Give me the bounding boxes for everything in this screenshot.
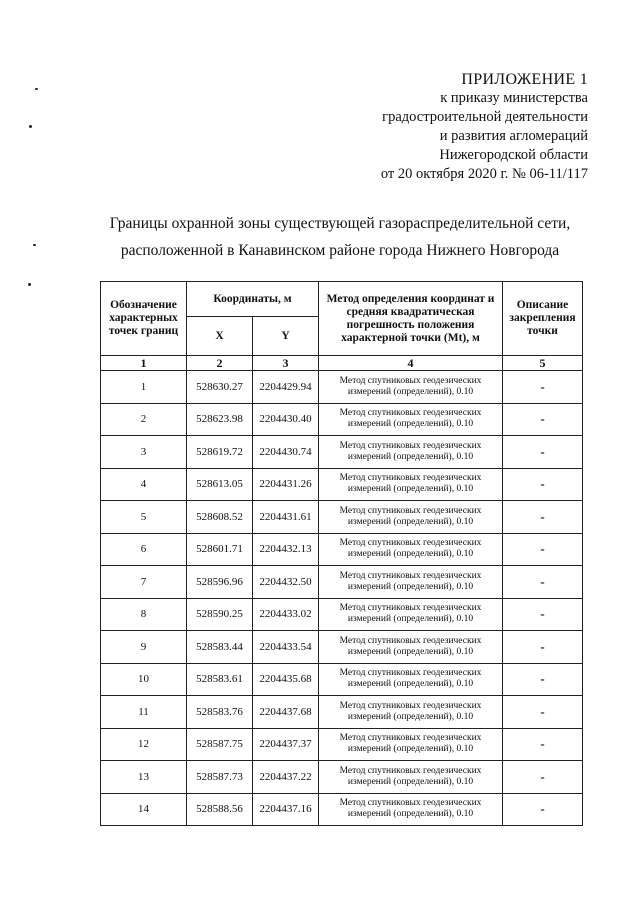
description-cell: - — [503, 403, 583, 436]
method-cell: Метод спутниковых геодезических измерений (определений), 0.10 — [319, 663, 503, 696]
table-body — [101, 371, 583, 826]
y-coordinate-cell: 2204430.40 — [253, 403, 319, 436]
point-number-cell: 8 — [101, 598, 187, 631]
description-cell: - — [503, 371, 583, 404]
appendix-line: градостроительной деятельности — [382, 109, 588, 125]
x-coordinate-cell: 528583.61 — [187, 663, 253, 696]
table-row — [101, 371, 583, 404]
scan-speck — [29, 125, 32, 128]
x-coordinate-cell: 528613.05 — [187, 468, 253, 501]
method-cell: Метод спутниковых геодезических измерений (определений), 0.10 — [319, 501, 503, 534]
y-coordinate-cell: 2204431.26 — [253, 468, 319, 501]
table-row — [101, 663, 583, 696]
method-cell: Метод спутниковых геодезических измерений (определений), 0.10 — [319, 761, 503, 794]
table-row — [101, 728, 583, 761]
y-coordinate-cell: 2204437.68 — [253, 696, 319, 729]
point-number-cell: 2 — [101, 403, 187, 436]
description-cell: - — [503, 663, 583, 696]
x-coordinate-cell: 528608.52 — [187, 501, 253, 534]
column-number: 1 — [101, 356, 187, 371]
point-number-cell: 14 — [101, 793, 187, 826]
y-coordinate-cell: 2204437.16 — [253, 793, 319, 826]
scan-speck — [33, 244, 36, 246]
x-coordinate-cell: 528590.25 — [187, 598, 253, 631]
column-number: 2 — [187, 356, 253, 371]
table-row — [101, 501, 583, 534]
x-coordinate-cell: 528619.72 — [187, 436, 253, 469]
description-cell: - — [503, 761, 583, 794]
y-coordinate-cell: 2204429.94 — [253, 371, 319, 404]
x-coordinate-cell: 528630.27 — [187, 371, 253, 404]
table-row — [101, 566, 583, 599]
description-cell: - — [503, 696, 583, 729]
table-row — [101, 696, 583, 729]
description-cell: - — [503, 566, 583, 599]
header-method: Метод определения координат и средняя квадратическая погрешность положения характерной точки (Mt), м — [319, 282, 503, 356]
table-row — [101, 761, 583, 794]
point-number-cell: 13 — [101, 761, 187, 794]
description-cell: - — [503, 533, 583, 566]
point-number-cell: 3 — [101, 436, 187, 469]
y-coordinate-cell: 2204433.54 — [253, 631, 319, 664]
method-cell: Метод спутниковых геодезических измерений (определений), 0.10 — [319, 403, 503, 436]
column-number: 5 — [503, 356, 583, 371]
method-cell: Метод спутниковых геодезических измерений (определений), 0.10 — [319, 696, 503, 729]
y-coordinate-cell: 2204433.02 — [253, 598, 319, 631]
method-cell: Метод спутниковых геодезических измерений (определений), 0.10 — [319, 631, 503, 664]
y-coordinate-cell: 2204430.74 — [253, 436, 319, 469]
appendix-block — [268, 70, 588, 184]
point-number-cell: 6 — [101, 533, 187, 566]
point-number-cell: 12 — [101, 728, 187, 761]
point-number-cell: 7 — [101, 566, 187, 599]
column-number: 4 — [319, 356, 503, 371]
point-number-cell: 4 — [101, 468, 187, 501]
x-coordinate-cell: 528596.96 — [187, 566, 253, 599]
point-number-cell: 5 — [101, 501, 187, 534]
table-row — [101, 468, 583, 501]
title-line: расположенной в Канавинском районе города Нижнего Новгорода — [120, 242, 560, 259]
y-coordinate-cell: 2204437.22 — [253, 761, 319, 794]
description-cell: - — [503, 436, 583, 469]
x-coordinate-cell: 528588.56 — [187, 793, 253, 826]
table-row — [101, 403, 583, 436]
x-coordinate-cell: 528587.75 — [187, 728, 253, 761]
description-cell: - — [503, 793, 583, 826]
table-row — [101, 793, 583, 826]
description-cell: - — [503, 631, 583, 664]
description-cell: - — [503, 468, 583, 501]
appendix-line: и развития агломераций — [439, 128, 588, 144]
header-description: Описание закрепления точки — [503, 282, 583, 356]
method-cell: Метод спутниковых геодезических измерений (определений), 0.10 — [319, 598, 503, 631]
method-cell: Метод спутниковых геодезических измерений (определений), 0.10 — [319, 728, 503, 761]
x-coordinate-cell: 528583.44 — [187, 631, 253, 664]
document-title — [40, 210, 640, 264]
header-coordinates: Координаты, м — [187, 282, 319, 317]
scan-speck — [35, 88, 38, 90]
y-coordinate-cell: 2204432.13 — [253, 533, 319, 566]
y-coordinate-cell: 2204437.37 — [253, 728, 319, 761]
table-row — [101, 598, 583, 631]
method-cell: Метод спутниковых геодезических измерений (определений), 0.10 — [319, 371, 503, 404]
table-row — [101, 631, 583, 664]
appendix-line: к приказу министерства — [440, 90, 588, 106]
y-coordinate-cell: 2204431.61 — [253, 501, 319, 534]
description-cell: - — [503, 728, 583, 761]
coordinates-table — [100, 281, 583, 826]
header-y: Y — [253, 317, 319, 356]
point-number-cell: 9 — [101, 631, 187, 664]
appendix-order-date: от 20 октября 2020 г. № 06-11/117 — [380, 166, 588, 182]
method-cell: Метод спутниковых геодезических измерений (определений), 0.10 — [319, 468, 503, 501]
x-coordinate-cell: 528587.73 — [187, 761, 253, 794]
y-coordinate-cell: 2204432.50 — [253, 566, 319, 599]
x-coordinate-cell: 528623.98 — [187, 403, 253, 436]
appendix-heading: ПРИЛОЖЕНИЕ 1 — [461, 71, 588, 88]
x-coordinate-cell: 528583.76 — [187, 696, 253, 729]
method-cell: Метод спутниковых геодезических измерений (определений), 0.10 — [319, 533, 503, 566]
x-coordinate-cell: 528601.71 — [187, 533, 253, 566]
method-cell: Метод спутниковых геодезических измерений (определений), 0.10 — [319, 436, 503, 469]
table-row — [101, 436, 583, 469]
method-cell: Метод спутниковых геодезических измерений (определений), 0.10 — [319, 566, 503, 599]
description-cell: - — [503, 501, 583, 534]
title-line: Границы охранной зоны существующей газораспределительной сети, — [109, 215, 571, 232]
column-number: 3 — [253, 356, 319, 371]
scan-speck — [28, 283, 31, 286]
point-number-cell: 1 — [101, 371, 187, 404]
table-row — [101, 533, 583, 566]
point-number-cell: 10 — [101, 663, 187, 696]
description-cell: - — [503, 598, 583, 631]
method-cell: Метод спутниковых геодезических измерений (определений), 0.10 — [319, 793, 503, 826]
header-point: Обозначение характерных точек границ — [101, 282, 187, 356]
appendix-line: Нижегородской области — [439, 147, 588, 163]
point-number-cell: 11 — [101, 696, 187, 729]
y-coordinate-cell: 2204435.68 — [253, 663, 319, 696]
header-x: X — [187, 317, 253, 356]
